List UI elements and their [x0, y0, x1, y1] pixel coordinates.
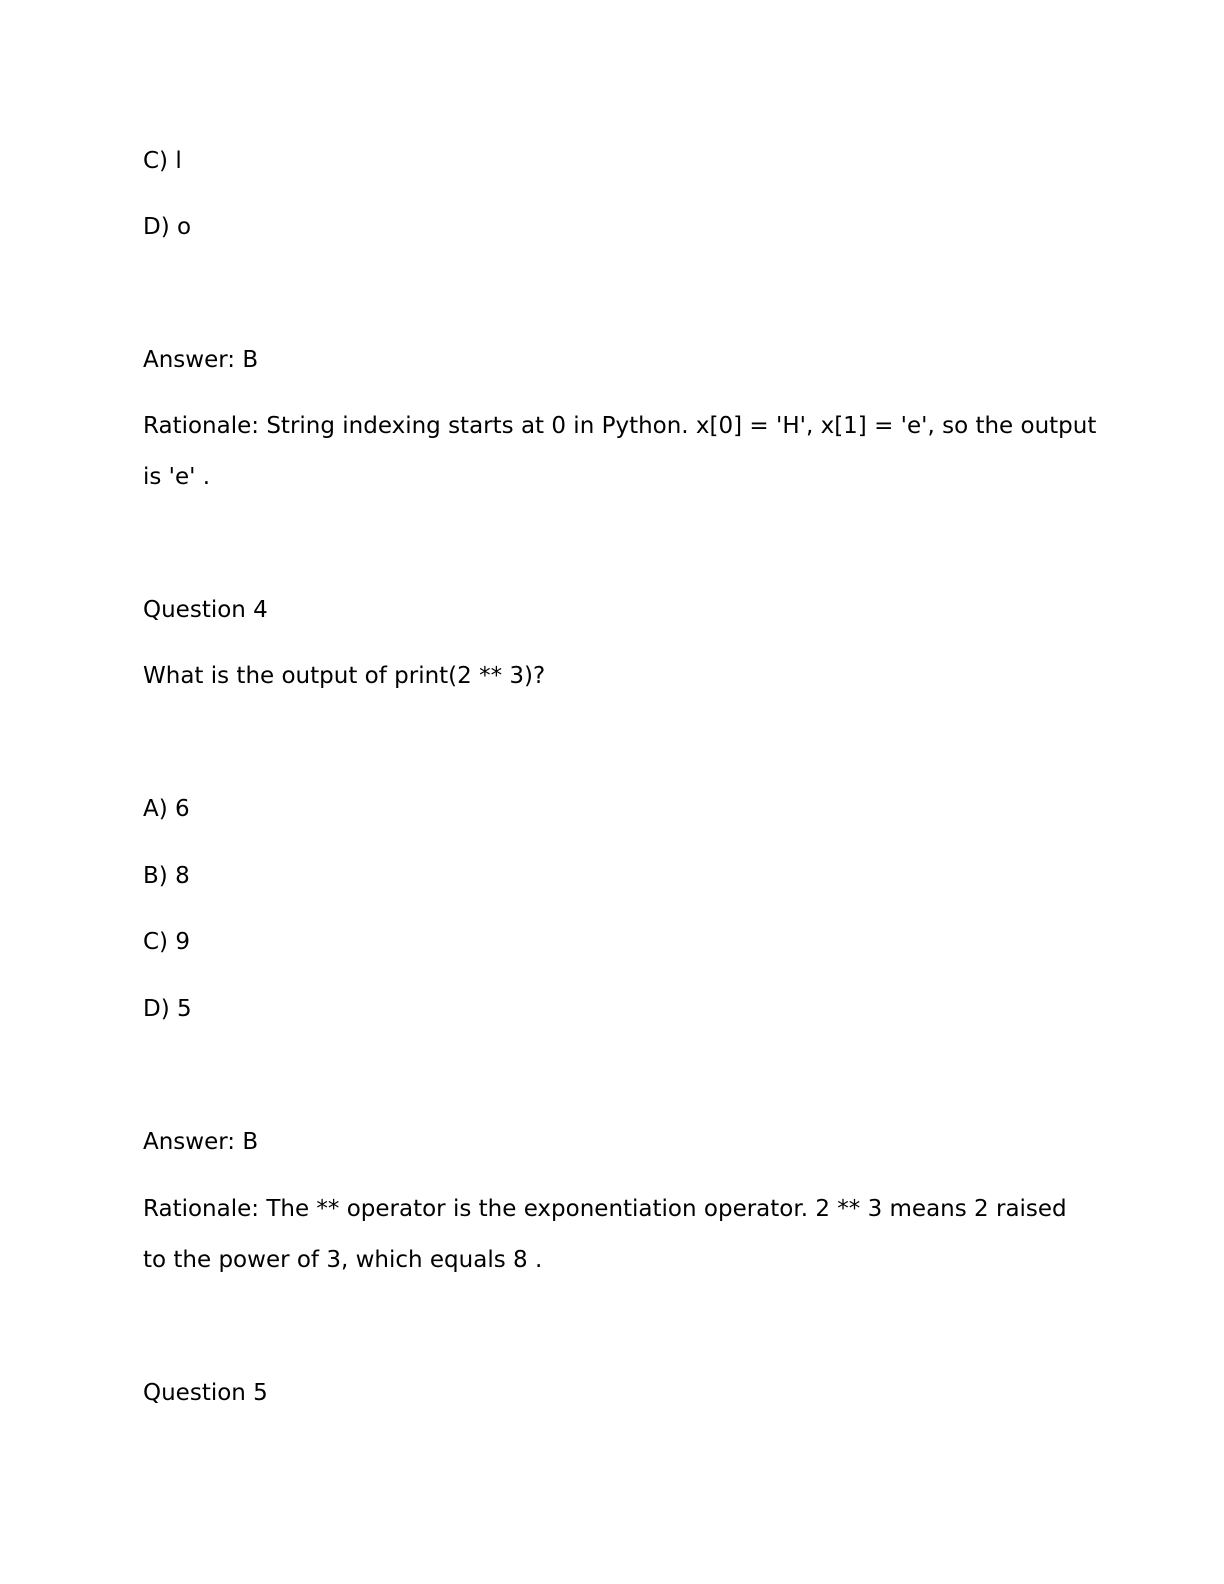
option-b: B) 8	[143, 863, 190, 889]
question-5-heading: Question 5	[143, 1380, 268, 1406]
rationale-line-1: Rationale: String indexing starts at 0 in Python. x[0] = 'H', x[1] = 'e', so the output	[143, 413, 1097, 439]
option-d: D) 5	[143, 996, 192, 1022]
option-c: C) 9	[143, 929, 190, 955]
answer-line: Answer: B	[143, 1129, 259, 1155]
option-c: C) l	[143, 148, 182, 174]
rationale-line-2: to the power of 3, which equals 8 .	[143, 1247, 543, 1273]
option-a: A) 6	[143, 796, 190, 822]
rationale-line-2: is 'e' .	[143, 464, 211, 490]
answer-line: Answer: B	[143, 347, 259, 373]
question-4-heading: Question 4	[143, 597, 268, 623]
question-4-prompt: What is the output of print(2 ** 3)?	[143, 663, 546, 689]
rationale-line-1: Rationale: The ** operator is the exponentiation operator. 2 ** 3 means 2 raised	[143, 1196, 1067, 1222]
option-d: D) o	[143, 214, 192, 240]
